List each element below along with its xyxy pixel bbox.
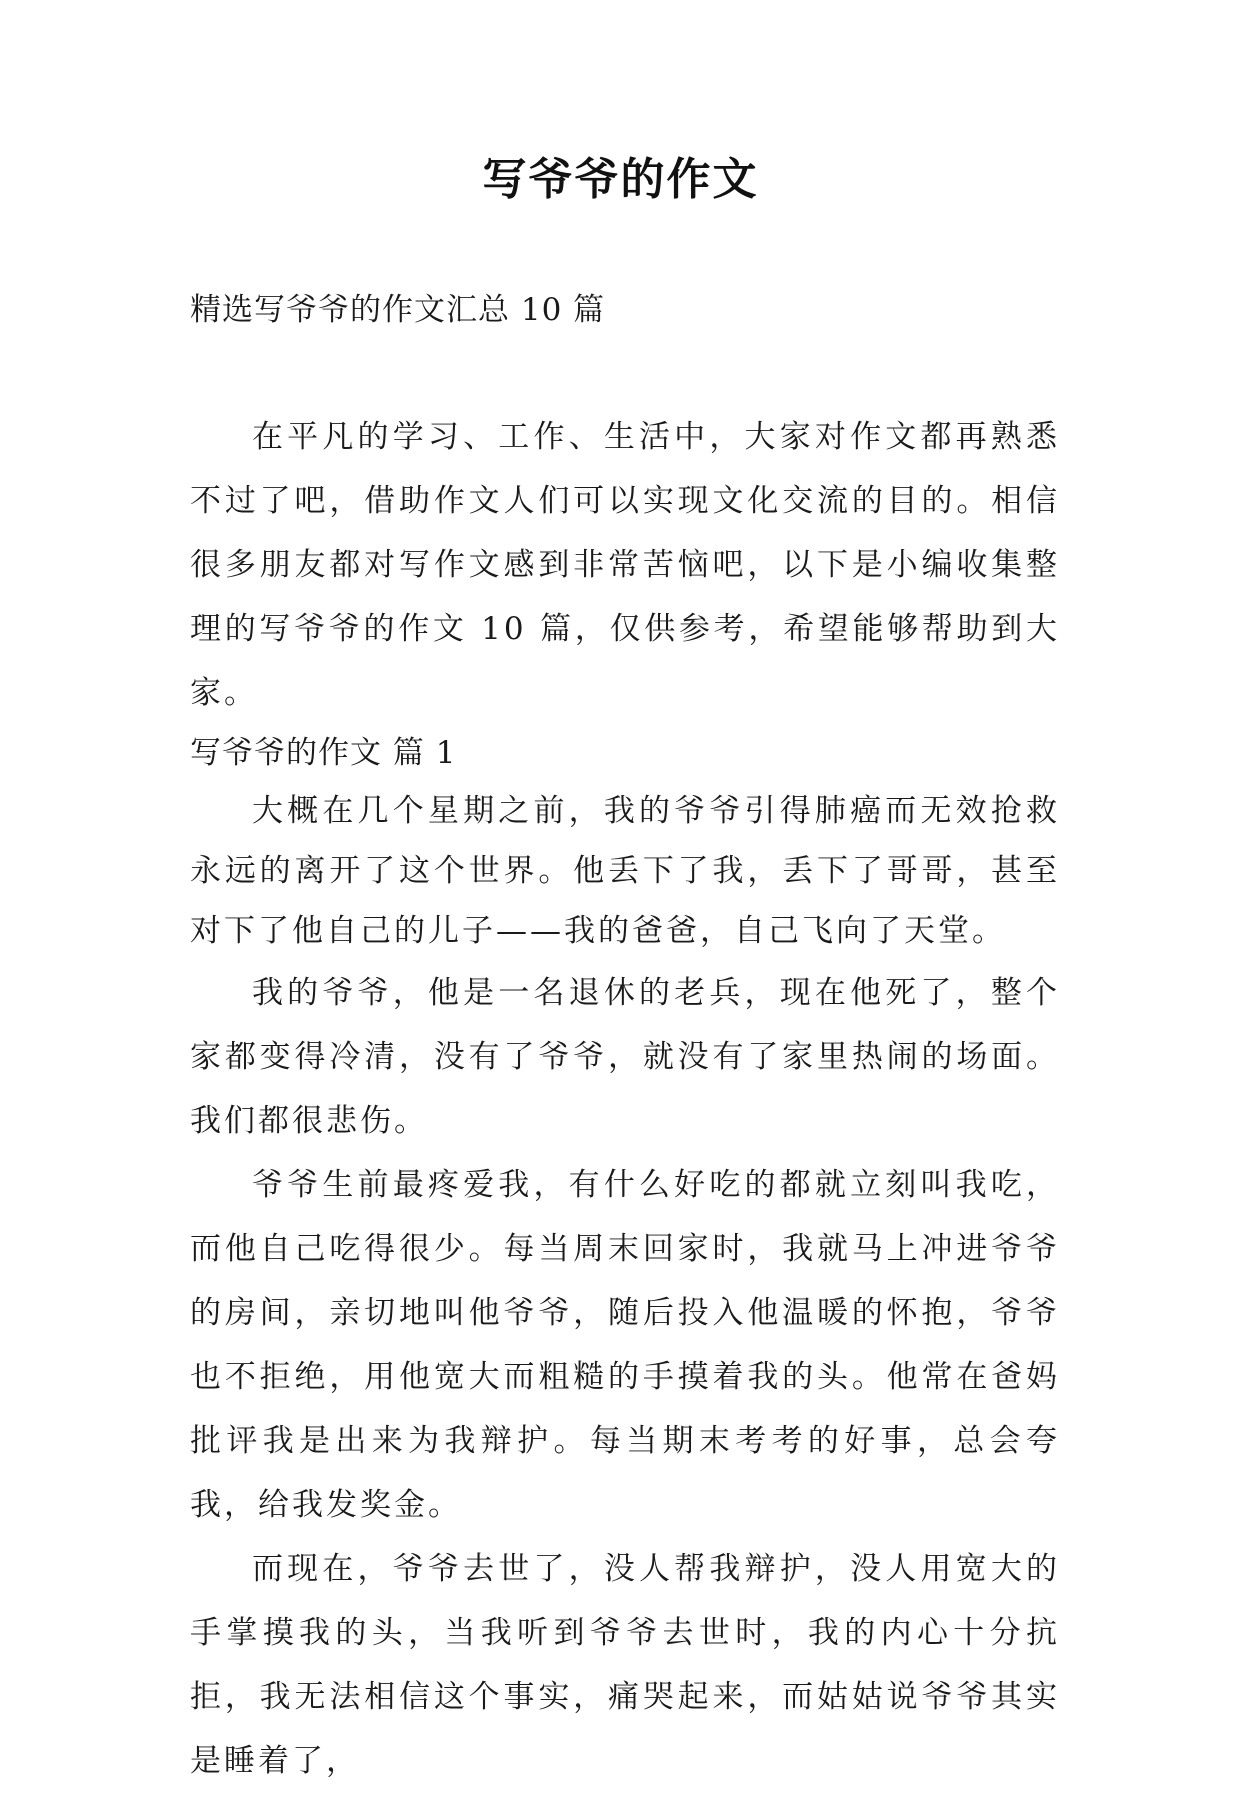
document-title: 写爷爷的作文 bbox=[482, 154, 759, 205]
body-paragraph: 而现在，爷爷去世了，没人帮我辩护，没人用宽大的手掌摸我的头，当我听到爷爷去世时，我的内心十分抗拒，我无法相信这个事实，痛哭起来，而姑姑说爷爷其实是睡着了， bbox=[190, 1551, 1060, 1779]
body-paragraph: 大概在几个星期之前，我的爷爷引得肺癌而无效抢救永远的离开了这个世界。他丢下了我，丢下了哥哥，甚至对下了他自己的儿子——我的爸爸，自己飞向了天堂。 bbox=[190, 793, 1060, 949]
body-paragraph: 我的爷爷，他是一名退休的老兵，现在他死了，整个家都变得冷清，没有了爷爷，就没有了家里热闹的场面。我们都很悲伤。 bbox=[190, 975, 1060, 1139]
intro-paragraph: 在平凡的学习、工作、生活中，大家对作文都再熟悉不过了吧，借助作文人们可以实现文化交流的目的。相信很多朋友都对写作文感到非常苦恼吧，以下是小编收集整理的写爷爷的作文 10 篇，仅供参考，希望能够帮助到大家。 bbox=[190, 419, 1060, 711]
section-heading: 写爷爷的作文 篇 1 bbox=[190, 735, 457, 771]
body-paragraph: 爷爷生前最疼爱我，有什么好吃的都就立刻叫我吃，而他自己吃得很少。每当周末回家时，我就马上冲进爷爷的房间，亲切地叫他爷爷，随后投入他温暖的怀抱，爷爷也不拒绝，用他宽大而粗糙的手摸着我的头。他常在爸妈批评我是出来为我辩护。每当期末考考的好事，总会夸我，给我发奖金。 bbox=[190, 1167, 1060, 1523]
document-subtitle: 精选写爷爷的作文汇总 10 篇 bbox=[190, 292, 606, 328]
document-body bbox=[190, 405, 1060, 1793]
